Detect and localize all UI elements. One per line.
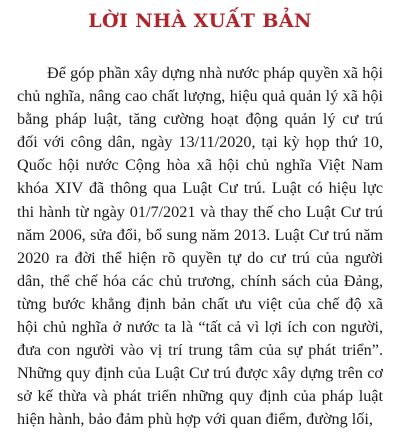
paragraph-line: Để góp phần xây dựng nhà nước pháp quyền xã hội	[47, 64, 383, 82]
paragraph-line: đưa con người vào vị trí trung tâm của sự phát triển”.	[17, 341, 383, 360]
paragraph-line: đối với công dân, ngày 13/11/2020, tại kỳ họp thứ 10,	[17, 133, 383, 152]
paragraph-line: hiện hành, bảo đảm phù hợp với quan điểm, đường lối,	[17, 410, 373, 429]
paragraph-line: dân, thể chế hóa các chủ trương, chính sách của Đảng,	[17, 271, 383, 290]
paragraph-line: thi hành từ ngày 01/7/2021 và thay thế cho Luật Cư trú	[17, 202, 383, 221]
body-paragraph	[17, 62, 383, 432]
paragraph-line: bằng pháp luật, tăng cường hoạt động quản lý cư trú	[17, 110, 383, 129]
paragraph-line: khóa XIV đã thông qua Luật Cư trú. Luật có hiệu lực	[17, 179, 383, 198]
paragraph-line: Quốc hội nước Cộng hòa xã hội chủ nghĩa Việt Nam	[17, 156, 383, 175]
paragraph-line: sở kế thừa và phát triển những quy định của pháp luật	[17, 387, 383, 406]
paragraph-line: từng bước khẳng định bản chất ưu việt của chế độ xã	[17, 294, 383, 313]
paragraph-line: chủ nghĩa, nâng cao chất lượng, hiệu quả quản lý xã hội	[17, 87, 383, 106]
paragraph-line: 2020 ra đời thể hiện rõ quyền tự do cư trú của người	[17, 248, 383, 267]
page-title: LỜI NHÀ XUẤT BẢN	[88, 10, 312, 32]
paragraph-line: hội chủ nghĩa ở nước ta là “tất cả vì lợi ích con người,	[17, 318, 383, 337]
paragraph-line: Những quy định của Luật Cư trú được xây dựng trên cơ	[17, 364, 383, 383]
paragraph-line: năm 2006, sửa đổi, bổ sung năm 2013. Luật Cư trú năm	[17, 225, 383, 244]
